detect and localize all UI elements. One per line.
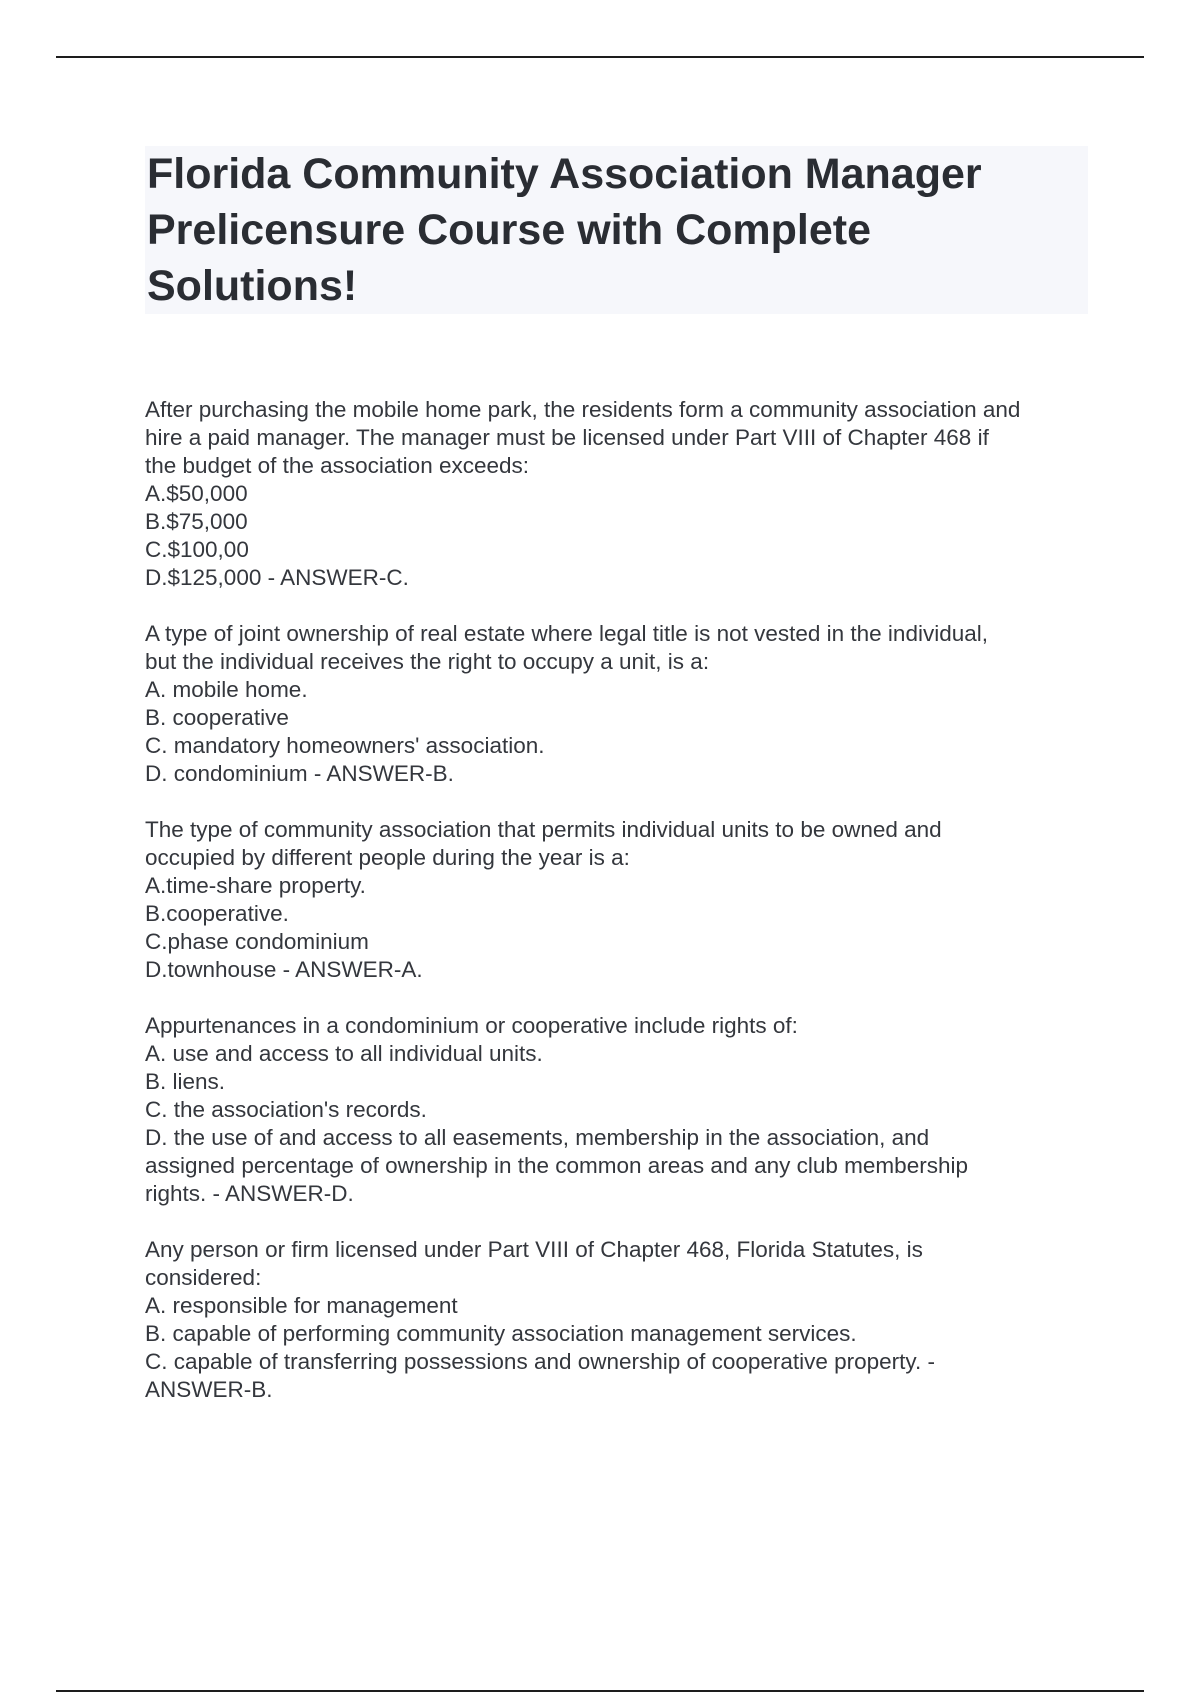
question-line: The type of community association that permits individual units to be owned and [145, 817, 942, 842]
question-line: Any person or firm licensed under Part VIII of Chapter 468, Florida Statutes, is [145, 1237, 923, 1262]
question-line: the budget of the association exceeds: [145, 453, 530, 478]
answer-option: C. the association's records. [145, 1097, 427, 1122]
question-line: Appurtenances in a condominium or cooperative include rights of: [145, 1013, 798, 1038]
answer-option: A.$50,000 [145, 481, 248, 506]
question-4 [145, 1012, 1090, 1208]
answer-option-with-answer: D.$125,000 - ANSWER-C. [145, 565, 409, 590]
question-list [145, 396, 1090, 1432]
bottom-rule [56, 1690, 1144, 1692]
answer-option: B. cooperative [145, 705, 289, 730]
question-line: occupied by different people during the year is a: [145, 845, 630, 870]
top-rule [56, 56, 1144, 58]
document-title: Florida Community Association Manager Prelicensure Course with Complete Solutions! [147, 150, 982, 310]
answer-option-with-answer: D.townhouse - ANSWER-A. [145, 957, 423, 982]
answer-option: A. responsible for management [145, 1293, 458, 1318]
question-3 [145, 816, 1090, 984]
answer-option: C. capable of transferring possessions and ownership of cooperative property. - [145, 1349, 936, 1374]
answer-option: B.$75,000 [145, 509, 248, 534]
question-5 [145, 1236, 1090, 1404]
answer-option-with-answer: ANSWER-B. [145, 1377, 273, 1402]
question-line: A type of joint ownership of real estate where legal title is not vested in the individual, [145, 621, 988, 646]
answer-option-with-answer: rights. - ANSWER-D. [145, 1181, 354, 1206]
answer-option: A. use and access to all individual units. [145, 1041, 543, 1066]
question-line: hire a paid manager. The manager must be licensed under Part VIII of Chapter 468 if [145, 425, 989, 450]
answer-option: B.cooperative. [145, 901, 289, 926]
question-line: considered: [145, 1265, 262, 1290]
answer-option: C. mandatory homeowners' association. [145, 733, 545, 758]
question-2 [145, 620, 1090, 788]
question-1 [145, 396, 1090, 592]
answer-option: assigned percentage of ownership in the common areas and any club membership [145, 1153, 968, 1178]
answer-option: B. capable of performing community association management services. [145, 1321, 857, 1346]
document-title-block [145, 146, 1088, 314]
question-line: but the individual receives the right to occupy a unit, is a: [145, 649, 710, 674]
answer-option: C.$100,00 [145, 537, 249, 562]
question-line: After purchasing the mobile home park, the residents form a community association and [145, 397, 1021, 422]
answer-option: B. liens. [145, 1069, 226, 1094]
answer-option: C.phase condominium [145, 929, 369, 954]
answer-option: A.time-share property. [145, 873, 366, 898]
answer-option: A. mobile home. [145, 677, 308, 702]
answer-option-with-answer: D. condominium - ANSWER-B. [145, 761, 454, 786]
answer-option: D. the use of and access to all easements, membership in the association, and [145, 1125, 930, 1150]
